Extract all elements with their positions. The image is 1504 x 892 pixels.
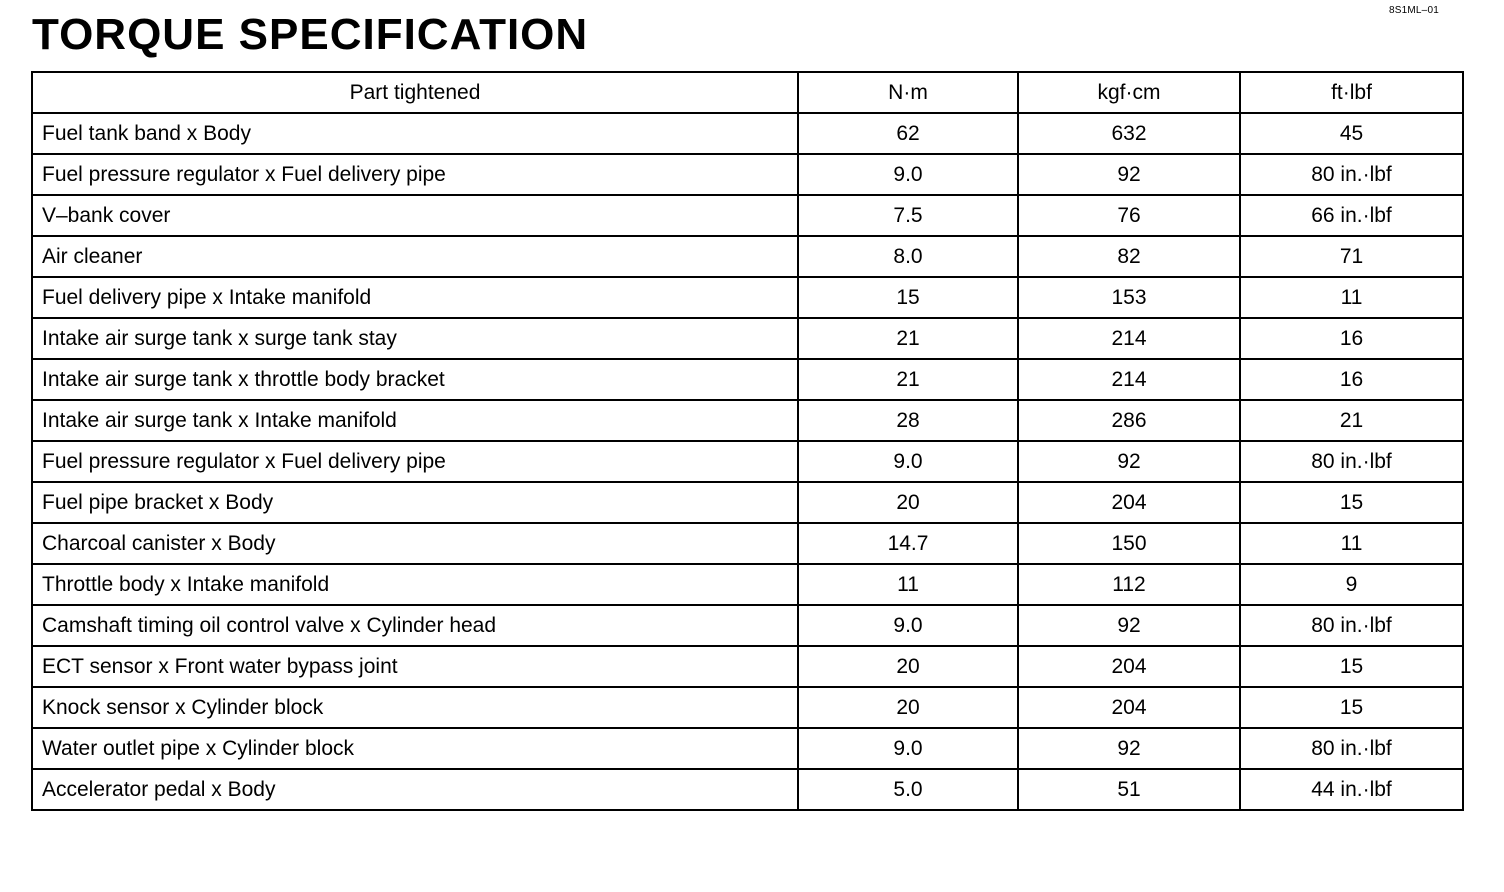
- table-row: [32, 441, 1463, 482]
- table-row: [32, 646, 1463, 687]
- kgf-cm-cell: 82: [1018, 236, 1240, 277]
- nm-cell: 21: [798, 318, 1018, 359]
- part-cell: Intake air surge tank x surge tank stay: [32, 318, 798, 359]
- part-cell: Intake air surge tank x Intake manifold: [32, 400, 798, 441]
- table-row: [32, 687, 1463, 728]
- nm-cell: 5.0: [798, 769, 1018, 810]
- kgf-cm-cell: 204: [1018, 482, 1240, 523]
- kgf-cm-cell: 204: [1018, 646, 1240, 687]
- kgf-cm-cell: 214: [1018, 359, 1240, 400]
- part-cell: Camshaft timing oil control valve x Cylinder head: [32, 605, 798, 646]
- ft-lbf-cell: 15: [1240, 482, 1463, 523]
- nm-cell: 7.5: [798, 195, 1018, 236]
- table-row: [32, 400, 1463, 441]
- nm-cell: 20: [798, 687, 1018, 728]
- header-newton-meter: N·m: [798, 72, 1018, 113]
- part-cell: Intake air surge tank x throttle body bracket: [32, 359, 798, 400]
- nm-cell: 11: [798, 564, 1018, 605]
- part-cell: V–bank cover: [32, 195, 798, 236]
- part-cell: Accelerator pedal x Body: [32, 769, 798, 810]
- table-row: [32, 195, 1463, 236]
- ft-lbf-cell: 11: [1240, 523, 1463, 564]
- part-cell: Fuel pressure regulator x Fuel delivery pipe: [32, 154, 798, 195]
- nm-cell: 9.0: [798, 605, 1018, 646]
- part-cell: Fuel pressure regulator x Fuel delivery pipe: [32, 441, 798, 482]
- nm-cell: 20: [798, 646, 1018, 687]
- ft-lbf-cell: 9: [1240, 564, 1463, 605]
- part-cell: Charcoal canister x Body: [32, 523, 798, 564]
- kgf-cm-cell: 92: [1018, 441, 1240, 482]
- nm-cell: 9.0: [798, 728, 1018, 769]
- ft-lbf-cell: 44 in.·lbf: [1240, 769, 1463, 810]
- part-cell: ECT sensor x Front water bypass joint: [32, 646, 798, 687]
- table-row: [32, 769, 1463, 810]
- kgf-cm-cell: 153: [1018, 277, 1240, 318]
- kgf-cm-cell: 51: [1018, 769, 1240, 810]
- torque-spec-table: [31, 71, 1464, 811]
- table-row: [32, 728, 1463, 769]
- kgf-cm-cell: 214: [1018, 318, 1240, 359]
- part-cell: Fuel delivery pipe x Intake manifold: [32, 277, 798, 318]
- nm-cell: 15: [798, 277, 1018, 318]
- ft-lbf-cell: 80 in.·lbf: [1240, 441, 1463, 482]
- table-row: [32, 523, 1463, 564]
- table-row: [32, 318, 1463, 359]
- ft-lbf-cell: 16: [1240, 359, 1463, 400]
- document-code: 8S1ML–01: [1389, 5, 1439, 16]
- ft-lbf-cell: 66 in.·lbf: [1240, 195, 1463, 236]
- table-row: [32, 605, 1463, 646]
- table-row: [32, 277, 1463, 318]
- table-header-row: [32, 72, 1463, 113]
- nm-cell: 28: [798, 400, 1018, 441]
- ft-lbf-cell: 71: [1240, 236, 1463, 277]
- ft-lbf-cell: 11: [1240, 277, 1463, 318]
- kgf-cm-cell: 92: [1018, 154, 1240, 195]
- kgf-cm-cell: 76: [1018, 195, 1240, 236]
- table-row: [32, 564, 1463, 605]
- ft-lbf-cell: 21: [1240, 400, 1463, 441]
- kgf-cm-cell: 92: [1018, 728, 1240, 769]
- header-part-tightened: Part tightened: [32, 72, 798, 113]
- kgf-cm-cell: 150: [1018, 523, 1240, 564]
- table-row: [32, 236, 1463, 277]
- nm-cell: 62: [798, 113, 1018, 154]
- header-ft-lbf: ft·lbf: [1240, 72, 1463, 113]
- ft-lbf-cell: 80 in.·lbf: [1240, 728, 1463, 769]
- part-cell: Knock sensor x Cylinder block: [32, 687, 798, 728]
- part-cell: Fuel pipe bracket x Body: [32, 482, 798, 523]
- nm-cell: 9.0: [798, 154, 1018, 195]
- part-cell: Fuel tank band x Body: [32, 113, 798, 154]
- table-row: [32, 154, 1463, 195]
- part-cell: Water outlet pipe x Cylinder block: [32, 728, 798, 769]
- nm-cell: 14.7: [798, 523, 1018, 564]
- nm-cell: 9.0: [798, 441, 1018, 482]
- table-row: [32, 113, 1463, 154]
- nm-cell: 20: [798, 482, 1018, 523]
- kgf-cm-cell: 92: [1018, 605, 1240, 646]
- ft-lbf-cell: 45: [1240, 113, 1463, 154]
- nm-cell: 8.0: [798, 236, 1018, 277]
- page-title: TORQUE SPECIFICATION: [32, 10, 589, 59]
- header-kgf-cm: kgf·cm: [1018, 72, 1240, 113]
- ft-lbf-cell: 80 in.·lbf: [1240, 154, 1463, 195]
- kgf-cm-cell: 204: [1018, 687, 1240, 728]
- ft-lbf-cell: 15: [1240, 646, 1463, 687]
- part-cell: Air cleaner: [32, 236, 798, 277]
- part-cell: Throttle body x Intake manifold: [32, 564, 798, 605]
- ft-lbf-cell: 15: [1240, 687, 1463, 728]
- kgf-cm-cell: 632: [1018, 113, 1240, 154]
- ft-lbf-cell: 16: [1240, 318, 1463, 359]
- nm-cell: 21: [798, 359, 1018, 400]
- kgf-cm-cell: 112: [1018, 564, 1240, 605]
- table-row: [32, 482, 1463, 523]
- kgf-cm-cell: 286: [1018, 400, 1240, 441]
- ft-lbf-cell: 80 in.·lbf: [1240, 605, 1463, 646]
- table-row: [32, 359, 1463, 400]
